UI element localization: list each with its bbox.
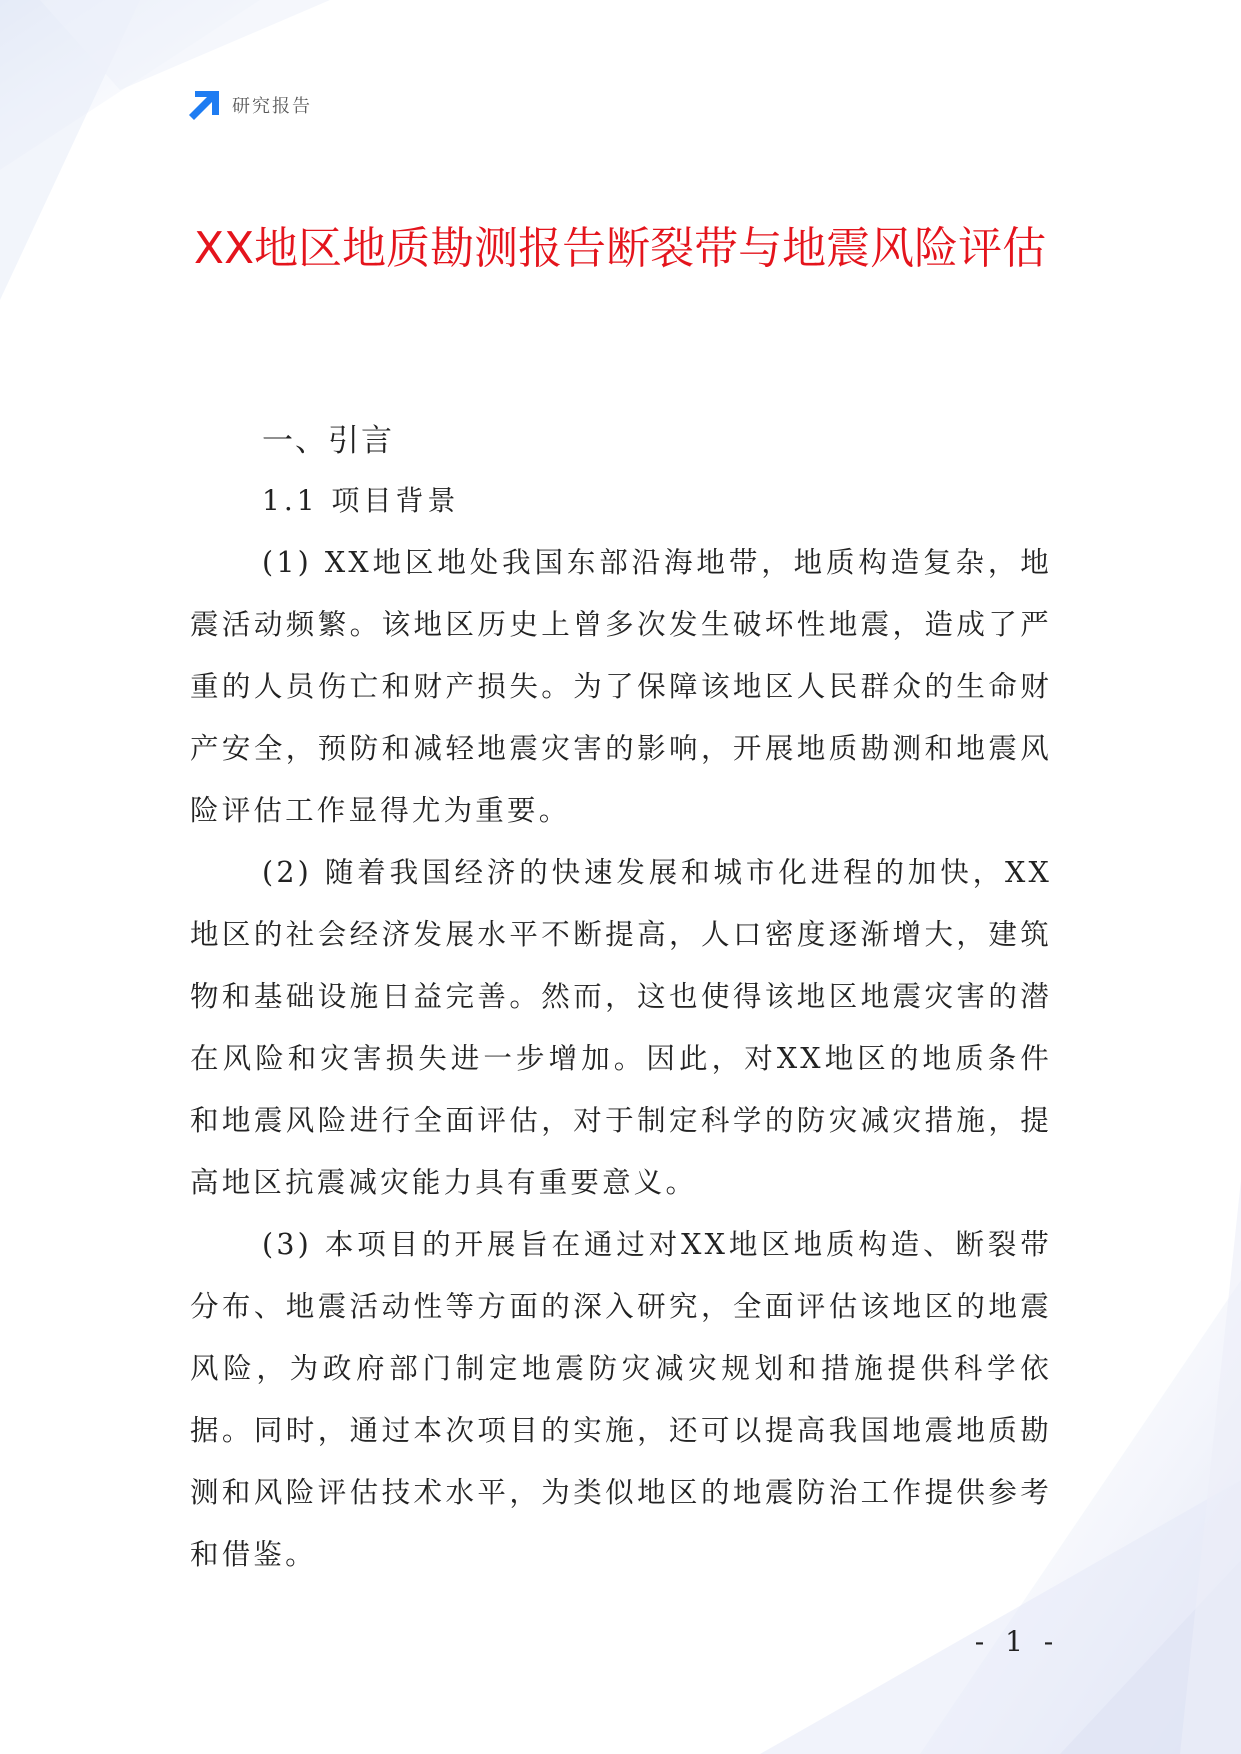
section-heading: 一、引言 xyxy=(262,423,394,459)
document-body xyxy=(190,412,1052,1586)
paragraph-3: (3) 本项目的开展旨在通过对XX地区地质构造、断裂带分布、地震活动性等方面的深入研究，全面评估该地区的地震风险，为政府部门制定地震防灾减灾规划和措施提供科学依据。同时，通过本次项目的实施，还可以提高我国地震地质勘测和风险评估技术水平，为类似地区的地震防治工作提供参考和借鉴。 xyxy=(190,1228,1052,1571)
arrow-up-right-icon xyxy=(188,90,220,122)
document-title: XX地区地质勘测报告断裂带与地震风险评估 xyxy=(193,223,1047,274)
header-label: 研究报告 xyxy=(232,96,312,117)
paragraph-2: (2) 随着我国经济的快速发展和城市化进程的加快，XX地区的社会经济发展水平不断提高，人口密度逐渐增大，建筑物和基础设施日益完善。然而，这也使得该地区地震灾害的潜在风险和灾害损失进一步增加。因此，对XX地区的地质条件和地震风险进行全面评估，对于制定科学的防灾减灾措施，提高地区抗震减灾能力具有重要意义。 xyxy=(190,856,1052,1199)
page-number: - 1 - xyxy=(974,1625,1060,1658)
paragraph-1: (1) XX地区地处我国东部沿海地带，地质构造复杂，地震活动频繁。该地区历史上曾多次发生破坏性地震，造成了严重的人员伤亡和财产损失。为了保障该地区人民群众的生命财产安全，预防和减轻地震灾害的影响，开展地质勘测和地震风险评估工作显得尤为重要。 xyxy=(190,546,1052,827)
subsection-heading: 1.1 项目背景 xyxy=(262,484,460,517)
